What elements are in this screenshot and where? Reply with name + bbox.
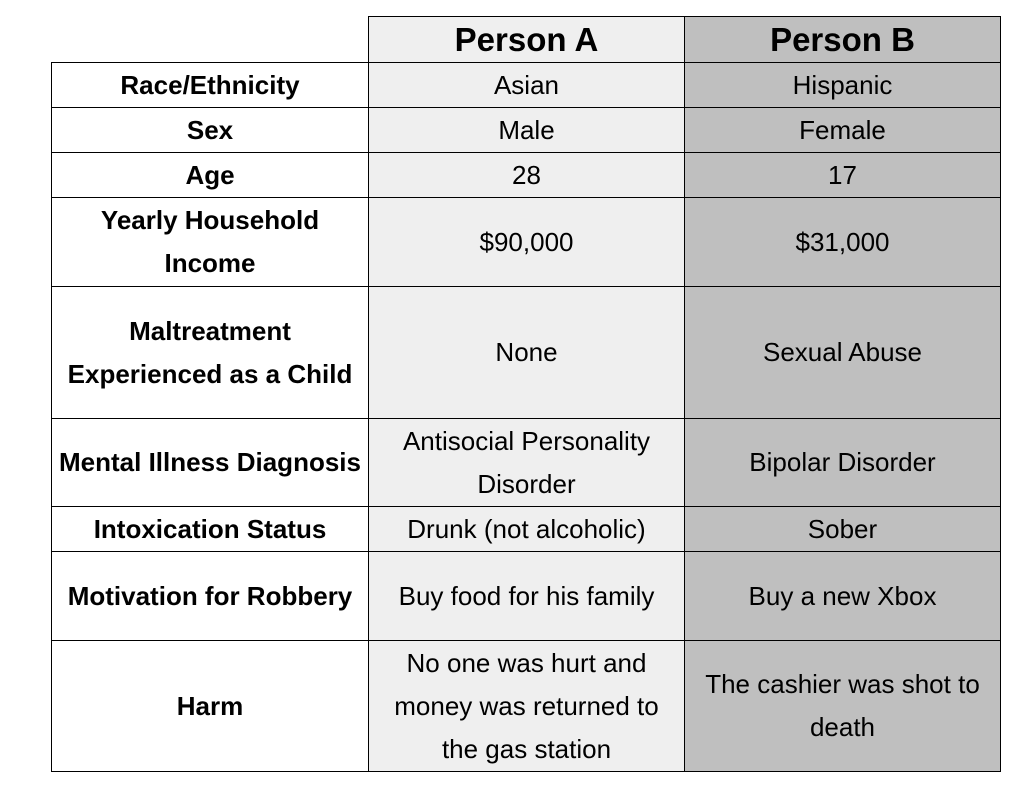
row-label: Yearly Household Income (52, 198, 369, 287)
table-row (52, 552, 1001, 641)
comparison-table-container (51, 16, 1001, 772)
row-label: Age (52, 153, 369, 198)
table-row (52, 198, 1001, 287)
person-b-cell: $31,000 (685, 198, 1001, 287)
row-label: Sex (52, 108, 369, 153)
person-a-cell: $90,000 (369, 198, 685, 287)
header-person-b: Person B (685, 17, 1001, 63)
comparison-table (51, 16, 1001, 772)
row-label: Motivation for Robbery (52, 552, 369, 641)
row-label: Intoxication Status (52, 507, 369, 552)
person-a-cell: Asian (369, 63, 685, 108)
header-person-a: Person A (369, 17, 685, 63)
person-b-cell: Bipolar Disorder (685, 419, 1001, 507)
person-b-cell: Sober (685, 507, 1001, 552)
person-a-cell: Buy food for his family (369, 552, 685, 641)
person-b-cell: The cashier was shot to death (685, 641, 1001, 772)
person-a-cell: Male (369, 108, 685, 153)
table-row (52, 507, 1001, 552)
table-row (52, 287, 1001, 419)
table-row (52, 153, 1001, 198)
table-row (52, 108, 1001, 153)
table-row (52, 641, 1001, 772)
person-b-cell: Hispanic (685, 63, 1001, 108)
person-b-cell: 17 (685, 153, 1001, 198)
person-b-cell: Buy a new Xbox (685, 552, 1001, 641)
row-label: Mental Illness Diagnosis (52, 419, 369, 507)
table-row (52, 419, 1001, 507)
person-a-cell: None (369, 287, 685, 419)
empty-corner-cell (52, 17, 369, 63)
row-label: Harm (52, 641, 369, 772)
row-label: Race/Ethnicity (52, 63, 369, 108)
person-a-cell: Drunk (not alcoholic) (369, 507, 685, 552)
table-row (52, 63, 1001, 108)
row-label: Maltreatment Experienced as a Child (52, 287, 369, 419)
person-a-cell: No one was hurt and money was returned to the gas station (369, 641, 685, 772)
header-row (52, 17, 1001, 63)
person-b-cell: Sexual Abuse (685, 287, 1001, 419)
person-b-cell: Female (685, 108, 1001, 153)
person-a-cell: Antisocial Personality Disorder (369, 419, 685, 507)
person-a-cell: 28 (369, 153, 685, 198)
